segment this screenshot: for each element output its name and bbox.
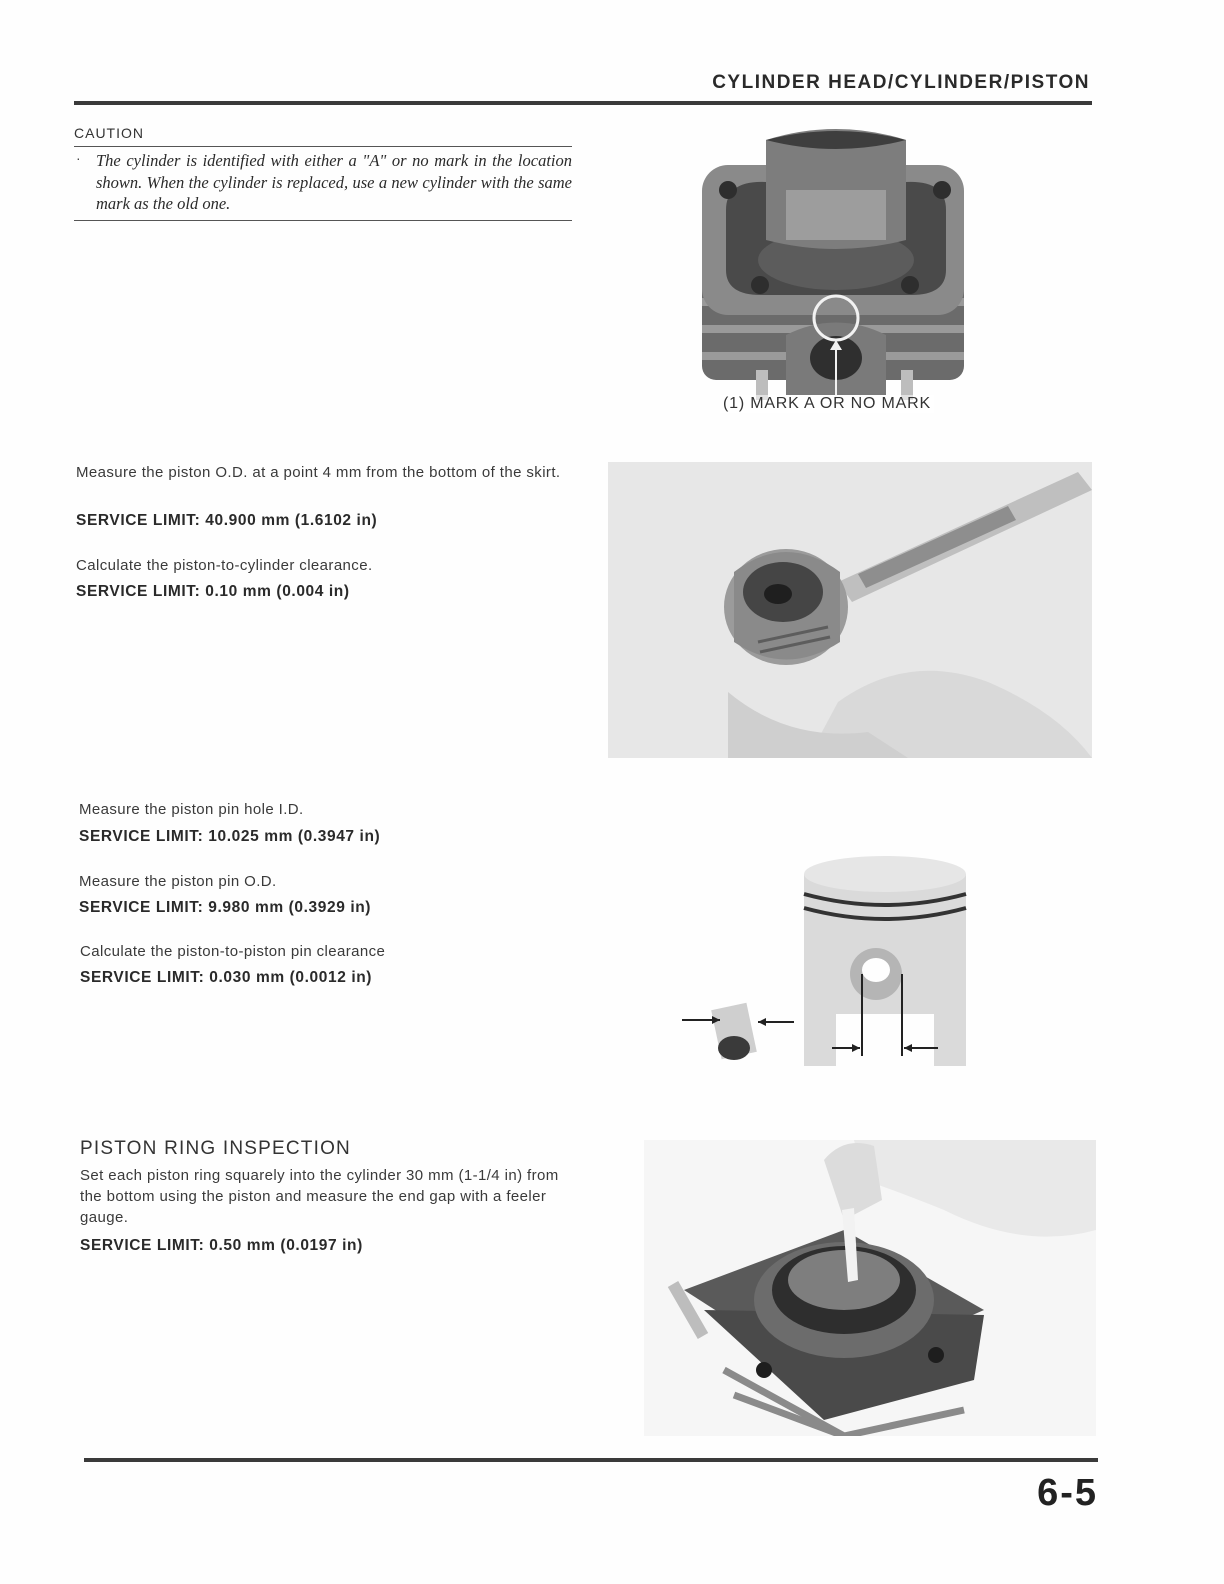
pin-hole-service-limit: SERVICE LIMIT: 10.025 mm (0.3947 in) [79, 828, 381, 845]
caution-text: The cylinder is identified with either a "A" or no mark in the location shown. When the cylinder is replaced, use a new cylinder with the same mark as the old one. [96, 151, 572, 213]
pin-od-instruction: Measure the piston pin O.D. [79, 873, 277, 890]
figure-caption-mark: (1) MARK A OR NO MARK [720, 395, 934, 413]
caution-divider-bottom [74, 220, 572, 221]
piston-ring-service-limit: SERVICE LIMIT: 0.50 mm (0.0197 in) [80, 1237, 363, 1254]
ring-gap-photo [644, 1140, 1096, 1436]
piston-ring-heading: PISTON RING INSPECTION [80, 1138, 351, 1159]
pin-clearance-instruction: Calculate the piston-to-piston pin clearance [80, 943, 386, 960]
caution-bullet: · [76, 150, 81, 166]
caution-label: CAUTION [74, 125, 144, 141]
page-number: 6-5 [1037, 1472, 1098, 1514]
piston-ring-instruction: Set each piston ring squarely into the cylinder 30 mm (1-1/4 in) from the bottom using the piston and measure the end gap with a feeler gauge. [80, 1167, 559, 1226]
pin-od-service-limit: SERVICE LIMIT: 9.980 mm (0.3929 in) [79, 899, 372, 916]
page-header-title: CYLINDER HEAD/CYLINDER/PISTON [712, 72, 1090, 93]
piston-od-service-limit: SERVICE LIMIT: 40.900 mm (1.6102 in) [76, 512, 378, 529]
clearance-instruction: Calculate the piston-to-cylinder clearance. [76, 557, 373, 574]
pin-hole-instruction: Measure the piston pin hole I.D. [79, 801, 304, 818]
piston-micrometer-photo [608, 462, 1092, 758]
header-rule [74, 101, 1092, 105]
clearance-service-limit: SERVICE LIMIT: 0.10 mm (0.004 in) [76, 583, 350, 600]
pin-clearance-service-limit: SERVICE LIMIT: 0.030 mm (0.0012 in) [80, 969, 373, 986]
footer-rule [84, 1458, 1098, 1462]
piston-od-instruction: Measure the piston O.D. at a point 4 mm from the bottom of the skirt. [76, 464, 561, 481]
piston-pin-photo [676, 846, 982, 1068]
cylinder-mark-photo [696, 120, 976, 420]
caution-divider-top [74, 146, 572, 147]
